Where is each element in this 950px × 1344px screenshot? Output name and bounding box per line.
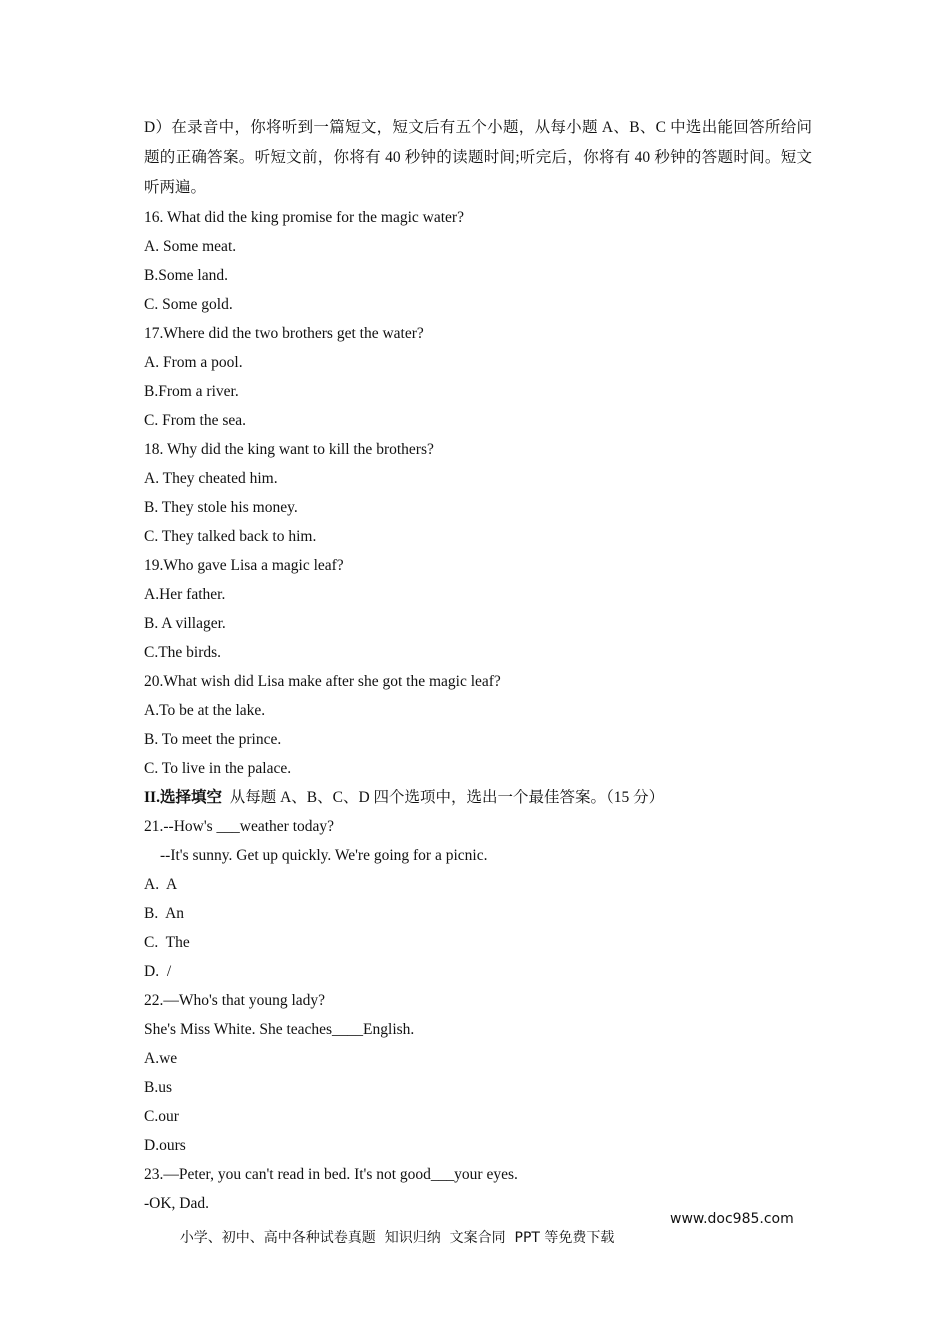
listening-question-17 bbox=[144, 319, 812, 435]
option-c: C. They talked back to him. bbox=[144, 528, 317, 545]
option-c: C. To live in the palace. bbox=[144, 760, 292, 777]
grammar-question-23 bbox=[144, 1160, 812, 1218]
option-a: A. They cheated him. bbox=[144, 470, 278, 487]
grammar-question-21 bbox=[144, 812, 812, 986]
option-b: B.us bbox=[144, 1079, 172, 1096]
listening-question-16 bbox=[144, 203, 812, 319]
option-b: B. An bbox=[144, 905, 185, 922]
option-a: A. Some meat. bbox=[144, 238, 237, 255]
grammar-question-22 bbox=[144, 986, 812, 1160]
question-text: 22.—Who's that young lady? bbox=[144, 992, 326, 1009]
footer-text: 小学、初中、高中各种试卷真题 知识归纳 文案合同 PPT 等免费下载 bbox=[179, 1230, 615, 1246]
option-a: A.we bbox=[144, 1050, 178, 1067]
option-a: A. A bbox=[144, 876, 178, 893]
option-a: A.To be at the lake. bbox=[144, 702, 266, 719]
section-ii-title: II.选择填空 bbox=[144, 789, 222, 806]
question-text: 18. Why did the king want to kill the brothers? bbox=[144, 441, 434, 458]
reply-text: --It's sunny. Get up quickly. We're going for a picnic. bbox=[160, 847, 488, 864]
option-c: C. Some gold. bbox=[144, 296, 233, 313]
section-d-instructions: D）在录音中，你将听到一篇短文，短文后有五个小题，从每小题 A、B、C 中选出能回答所给问题的正确答案。听短文前，你将有 40 秒钟的读题时间;听完后，你将有 40 秒钟的答题时间。短文听两遍。 bbox=[144, 119, 812, 196]
section-ii-instructions: 从每题 A、B、C、D 四个选项中，选出一个最佳答案。（15 分） bbox=[221, 789, 665, 806]
question-text: 19.Who gave Lisa a magic leaf? bbox=[144, 557, 344, 574]
question-text: 20.What wish did Lisa make after she got the magic leaf? bbox=[144, 673, 501, 690]
option-b: B.Some land. bbox=[144, 267, 228, 284]
option-b: B. To meet the prince. bbox=[144, 731, 282, 748]
option-a: A. From a pool. bbox=[144, 354, 243, 371]
option-a: A.Her father. bbox=[144, 586, 226, 603]
listening-question-18 bbox=[144, 435, 812, 551]
option-c: C.our bbox=[144, 1108, 179, 1125]
section-ii-heading bbox=[144, 783, 812, 812]
option-b: B. They stole his money. bbox=[144, 499, 298, 516]
option-d: D.ours bbox=[144, 1137, 186, 1154]
footer-site-link[interactable]: www.doc985.com bbox=[670, 1211, 794, 1227]
option-c: C. From the sea. bbox=[144, 412, 247, 429]
page-footer bbox=[162, 1211, 802, 1246]
listening-question-20 bbox=[144, 667, 812, 783]
page-content bbox=[144, 113, 812, 1218]
listening-question-19 bbox=[144, 551, 812, 667]
option-b: B.From a river. bbox=[144, 383, 239, 400]
question-text: 21.--How's ___weather today? bbox=[144, 818, 335, 835]
question-text: 16. What did the king promise for the magic water? bbox=[144, 209, 464, 226]
reply-text: She's Miss White. She teaches____English. bbox=[144, 1021, 415, 1038]
option-b: B. A villager. bbox=[144, 615, 226, 632]
option-c: C. The bbox=[144, 934, 190, 951]
option-c: C.The birds. bbox=[144, 644, 222, 661]
question-text: 23.—Peter, you can't read in bed. It's not good___your eyes. bbox=[144, 1166, 518, 1183]
option-d: D. / bbox=[144, 963, 172, 980]
question-text: 17.Where did the two brothers get the water? bbox=[144, 325, 424, 342]
reply-text: -OK, Dad. bbox=[144, 1195, 209, 1212]
